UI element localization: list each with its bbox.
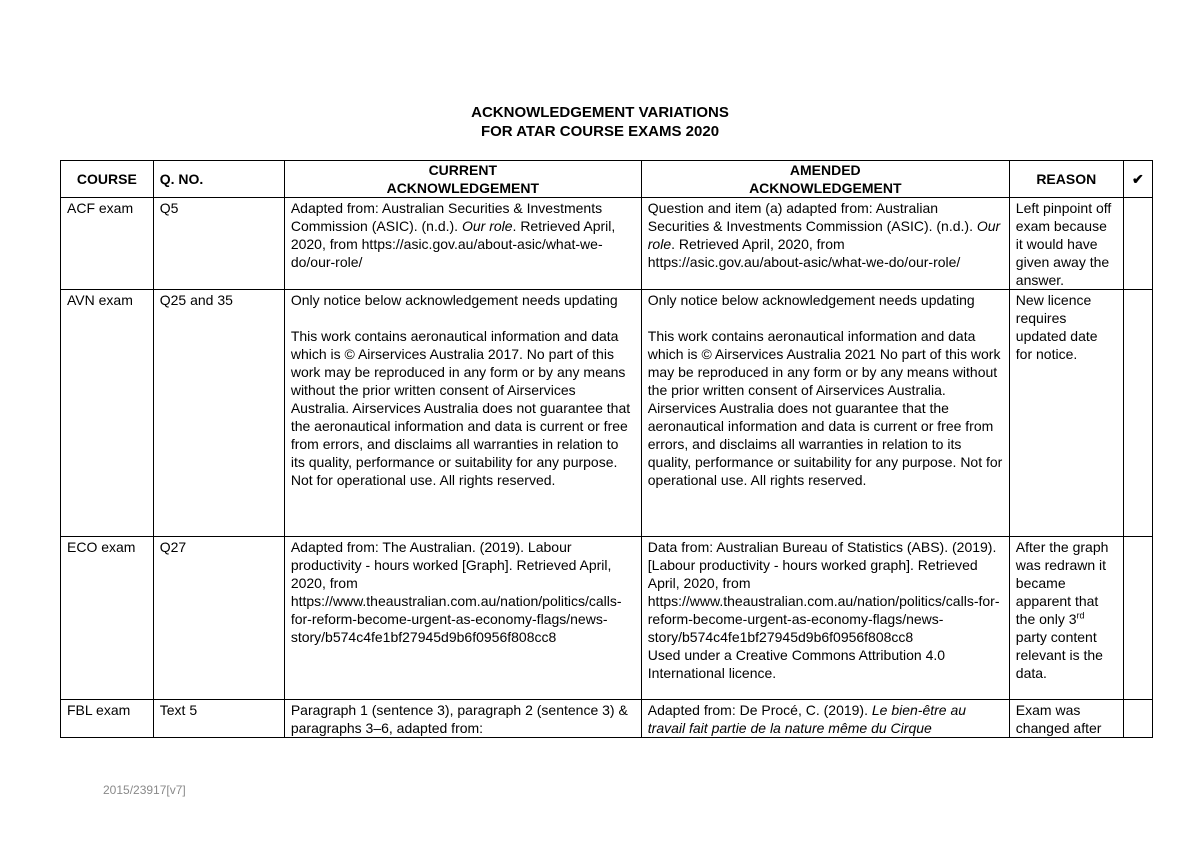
table-row [61,537,1153,700]
cell-check [1123,700,1152,738]
text-fragment: Adapted from: Australian Securities & Investments Commission (ASIC). (n.d.). [290,200,603,234]
italic-title: Our role [461,218,513,234]
paragraph: Used under a Creative Commons Attribution 4.0 International licence. [647,647,946,681]
header-amended-line2: ACKNOWLEDGEMENT [749,180,902,196]
paragraph: This work contains aeronautical information and data which is © Airservices Australia 2021 No part of this work may be reproduced in any form or by any means without the prior written consent of Airservices Australia. Airservices Australia does not guarantee that the aeronautical information and data is current or free from errors, and disclaims all warranties in relation to its quality, performance or suitability for any purpose. Not for operational use. All rights reserved. [647,328,1003,488]
cell-reason: Left pinpoint off exam because it would have given away the answer. [1009,198,1123,290]
cell-amended-acknowledgement [641,290,1009,537]
header-reason: REASON [1009,161,1123,198]
cell-check [1123,537,1152,700]
paragraph: Only notice below acknowledgement needs updating [647,292,975,308]
document-reference: 2015/23917[v7] [103,783,186,797]
cell-amended-acknowledgement [641,700,1009,738]
title-line-2: FOR ATAR COURSE EXAMS 2020 [480,123,720,140]
paragraph: Only notice below acknowledgement needs updating [290,292,618,308]
cell-reason [1009,537,1123,700]
cell-course: FBL exam [61,700,154,738]
cell-reason: New licence requires updated date for notice. [1009,290,1123,537]
paragraph-gap [291,309,635,327]
italic-title: Our role [647,218,1001,252]
cell-course: ACF exam [61,198,154,290]
header-course: COURSE [61,161,154,198]
superscript: rd [1076,610,1085,621]
header-current-line1: CURRENT [428,162,498,178]
table-row [61,198,1153,290]
cell-course: ECO exam [61,537,154,700]
cell-current-acknowledgement [284,290,641,537]
text-fragment: party content relevant is the data. [1015,629,1103,681]
text-fragment: . Retrieved April, 2020, from https://asic.gov.au/about-asic/what-we-do/our-role/ [647,236,961,270]
cell-course: AVN exam [61,290,154,537]
document-title [0,103,1200,141]
checkmark-icon: ✔ [1123,161,1152,198]
cell-check [1123,198,1152,290]
paragraph: Data from: Australian Bureau of Statistics (ABS). (2019). [Labour productivity - hours worked graph]. Retrieved April, 2020, from https://www.theaustralian.com.au/nation/politics/calls-for-reform-become-urgent-as-economy-flags/news-story/b574c4fe1bf27945d9b6f0956f808cc8 [647,539,1000,645]
cell-question-number: Q27 [153,537,284,700]
header-amended-acknowledgement [641,161,1009,198]
acknowledgement-table [60,160,1153,738]
cell-reason: Exam was changed after [1009,700,1123,738]
text-fragment: Adapted from: De Procé, C. (2019). [647,702,872,718]
cell-question-number: Q25 and 35 [153,290,284,537]
cell-current-acknowledgement: Paragraph 1 (sentence 3), paragraph 2 (sentence 3) & paragraphs 3–6, adapted from: [284,700,641,738]
italic-title: Le bien-être au travail fait partie de la nature même du Cirque [647,702,967,736]
table-row [61,290,1153,537]
cell-amended-acknowledgement [641,537,1009,700]
header-amended-line1: AMENDED [789,162,861,178]
header-current-acknowledgement [284,161,641,198]
text-fragment: After the graph was redrawn it became apparent that the only 3 [1015,539,1109,627]
text-fragment: . Retrieved April, 2020, from https://asic.gov.au/about-asic/what-we-do/our-role/ [290,218,616,270]
header-question-number: Q. NO. [153,161,284,198]
cell-current-acknowledgement [284,198,641,290]
cell-question-number: Q5 [153,198,284,290]
table-header-row [61,161,1153,198]
text-fragment: Question and item (a) adapted from: Australian Securities & Investments Commission (ASIC). (n.d.). [647,200,977,234]
header-current-line2: ACKNOWLEDGEMENT [386,180,540,196]
cell-amended-acknowledgement [641,198,1009,290]
cell-current-acknowledgement: Adapted from: The Australian. (2019). Labour productivity - hours worked [Graph]. Retrieved April, 2020, from https://www.theaustralian.com.au/nation/politics/calls-for-reform-become-urgent-as-economy-flags/news-story/b574c4fe1bf27945d9b6f0956f808cc8 [284,537,641,700]
paragraph: This work contains aeronautical information and data which is © Airservices Australia 2017. No part of this work may be reproduced in any form or by any means without the prior written consent of Airservices Australia. Airservices Australia does not guarantee that the aeronautical information and data is current or free from errors, and disclaims all warranties in relation to its quality, performance or suitability for any purpose. Not for operational use. All rights reserved. [290,328,631,488]
paragraph-gap [648,309,1003,327]
title-line-1: ACKNOWLEDGEMENT VARIATIONS [471,104,729,121]
table-row [61,700,1153,738]
cell-question-number: Text 5 [153,700,284,738]
cell-check [1123,290,1152,537]
